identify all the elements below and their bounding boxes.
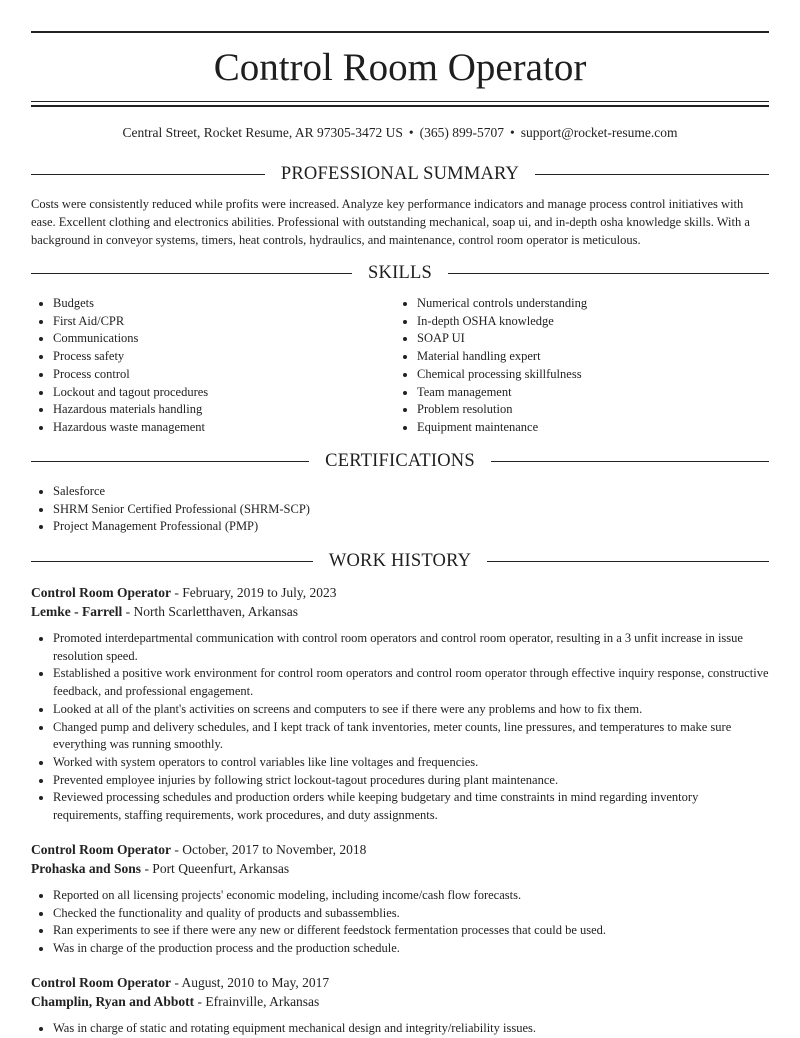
certifications-list bbox=[31, 483, 769, 536]
skill-item: • Hazardous materials handling bbox=[53, 401, 391, 419]
contact-separator: • bbox=[510, 125, 515, 140]
job-bullet: • Ran experiments to see if there were any new or different feedstock fermentation processes that could be used. bbox=[53, 922, 769, 940]
job-entry bbox=[31, 840, 769, 958]
job-dates: - August, 2010 to May, 2017 bbox=[170, 975, 330, 990]
certifications-heading bbox=[31, 448, 769, 474]
job-title-line bbox=[31, 840, 769, 859]
skill-item: • Numerical controls understanding bbox=[417, 295, 755, 313]
skill-item: • Problem resolution bbox=[417, 401, 755, 419]
job-title: Control Room Operator bbox=[31, 842, 171, 857]
job-company-line bbox=[31, 602, 769, 621]
job-location: - Efrainville, Arkansas bbox=[194, 994, 320, 1009]
top-divider bbox=[31, 31, 769, 33]
title-divider-thick bbox=[31, 105, 769, 107]
heading-rule-right bbox=[487, 561, 769, 562]
certification-item: • SHRM Senior Certified Professional (SHRM-SCP) bbox=[53, 501, 769, 519]
section-title: WORK HISTORY bbox=[328, 550, 472, 571]
job-bullet: • Reviewed processing schedules and production orders while keeping budgetary and time constraints in mind regarding inventory requirements, staffing requirements, work procedures, and duty assignments. bbox=[53, 789, 769, 824]
address: Central Street, Rocket Resume, AR 97305-3472 US bbox=[122, 125, 403, 140]
skill-item: • Chemical processing skillfulness bbox=[417, 366, 755, 384]
heading-rule-right bbox=[491, 461, 769, 462]
skill-item: • Process safety bbox=[53, 348, 391, 366]
job-entry bbox=[31, 583, 769, 825]
heading-rule-left bbox=[31, 561, 313, 562]
job-dates: - October, 2017 to November, 2018 bbox=[170, 842, 367, 857]
job-bullet: • Looked at all of the plant's activities on screens and computers to see if there were any problems and how to fix them. bbox=[53, 701, 769, 719]
job-company-line bbox=[31, 992, 769, 1011]
skill-item: • SOAP UI bbox=[417, 330, 755, 348]
company-name: Lemke - Farrell bbox=[31, 604, 123, 619]
section-title: PROFESSIONAL SUMMARY bbox=[280, 163, 520, 184]
heading-rule-left bbox=[31, 174, 265, 175]
company-name: Champlin, Ryan and Abbott bbox=[31, 994, 195, 1009]
job-bullet: • Prevented employee injuries by following strict lockout-tagout procedures during plant maintenance. bbox=[53, 772, 769, 790]
job-bullet: • Changed pump and delivery schedules, and I kept track of tank inventories, meter counts, line pressures, and temperatures to make sure everything was running smoothly. bbox=[53, 719, 769, 754]
skill-item: • Lockout and tagout procedures bbox=[53, 384, 391, 402]
heading-rule-left bbox=[31, 461, 309, 462]
certification-item: • Project Management Professional (PMP) bbox=[53, 518, 769, 536]
job-entry bbox=[31, 973, 769, 1038]
contact-separator: • bbox=[408, 125, 414, 140]
company-name: Prohaska and Sons bbox=[31, 861, 142, 876]
job-location: - North Scarletthaven, Arkansas bbox=[122, 604, 299, 619]
job-bullet: • Reported on all licensing projects' economic modeling, including income/cash flow forecasts. bbox=[53, 887, 769, 905]
skill-item: • First Aid/CPR bbox=[53, 313, 391, 331]
skill-item: • Communications bbox=[53, 330, 391, 348]
job-title: Control Room Operator bbox=[31, 975, 171, 990]
skill-item: • Team management bbox=[417, 384, 755, 402]
job-bullet: • Was in charge of static and rotating equipment mechanical design and integrity/reliability issues. bbox=[53, 1020, 769, 1038]
job-title: Control Room Operator bbox=[31, 585, 171, 600]
skill-item: • Hazardous waste management bbox=[53, 419, 391, 437]
skill-item: • Equipment maintenance bbox=[417, 419, 755, 437]
section-title: SKILLS bbox=[368, 262, 432, 283]
job-title-line bbox=[31, 973, 769, 992]
heading-rule-left bbox=[31, 273, 352, 274]
work-history-heading bbox=[31, 548, 769, 574]
skill-item: • Process control bbox=[53, 366, 391, 384]
skills-column-right bbox=[395, 295, 755, 437]
section-title: CERTIFICATIONS bbox=[325, 450, 475, 471]
heading-rule-right bbox=[535, 174, 769, 175]
job-bullet: • Worked with system operators to control variables like line voltages and frequencies. bbox=[53, 754, 769, 772]
job-title-line bbox=[31, 583, 769, 602]
page-title: Control Room Operator bbox=[213, 46, 587, 89]
job-company-line bbox=[31, 859, 769, 878]
skill-item: • Budgets bbox=[53, 295, 391, 313]
job-location: - Port Queenfurt, Arkansas bbox=[141, 861, 290, 876]
contact-info bbox=[31, 124, 769, 142]
summary-text: Costs were consistently reduced while profits were increased. Analyze key performance indicators and manage process control initiatives with ease. Excellent clothing and electronics abilities. Professional with outstanding mechanical, soap ui, and in-depth osha knowledge skills. With a background in conveyor systems, timers, heat controls, hydraulics, and maintenance, control room operator is meticulous. bbox=[31, 197, 750, 247]
summary-heading bbox=[31, 161, 769, 187]
heading-rule-right bbox=[448, 273, 769, 274]
job-dates: - February, 2019 to July, 2023 bbox=[170, 585, 337, 600]
job-bullet: • Established a positive work environment for control room operators and control room operator through effective inquiry response, constructive feedback, and professional engagement. bbox=[53, 665, 769, 700]
skill-item: • Material handling expert bbox=[417, 348, 755, 366]
phone: (365) 899-5707 bbox=[419, 125, 505, 140]
email-link[interactable]: support@rocket-resume.com bbox=[520, 125, 678, 140]
job-bullet: • Checked the functionality and quality of products and subassemblies. bbox=[53, 905, 769, 923]
skills-heading bbox=[31, 260, 769, 286]
certification-item: • Salesforce bbox=[53, 483, 769, 501]
skill-item: • In-depth OSHA knowledge bbox=[417, 313, 755, 331]
title-divider-thin bbox=[31, 101, 769, 102]
job-bullet: • Was in charge of the production process and the production schedule. bbox=[53, 940, 769, 958]
skills-column-left bbox=[31, 295, 391, 437]
job-bullet: • Promoted interdepartmental communication with control room operators and control room operator, resulting in a 3 unfit increase in issue resolution speed. bbox=[53, 630, 769, 665]
